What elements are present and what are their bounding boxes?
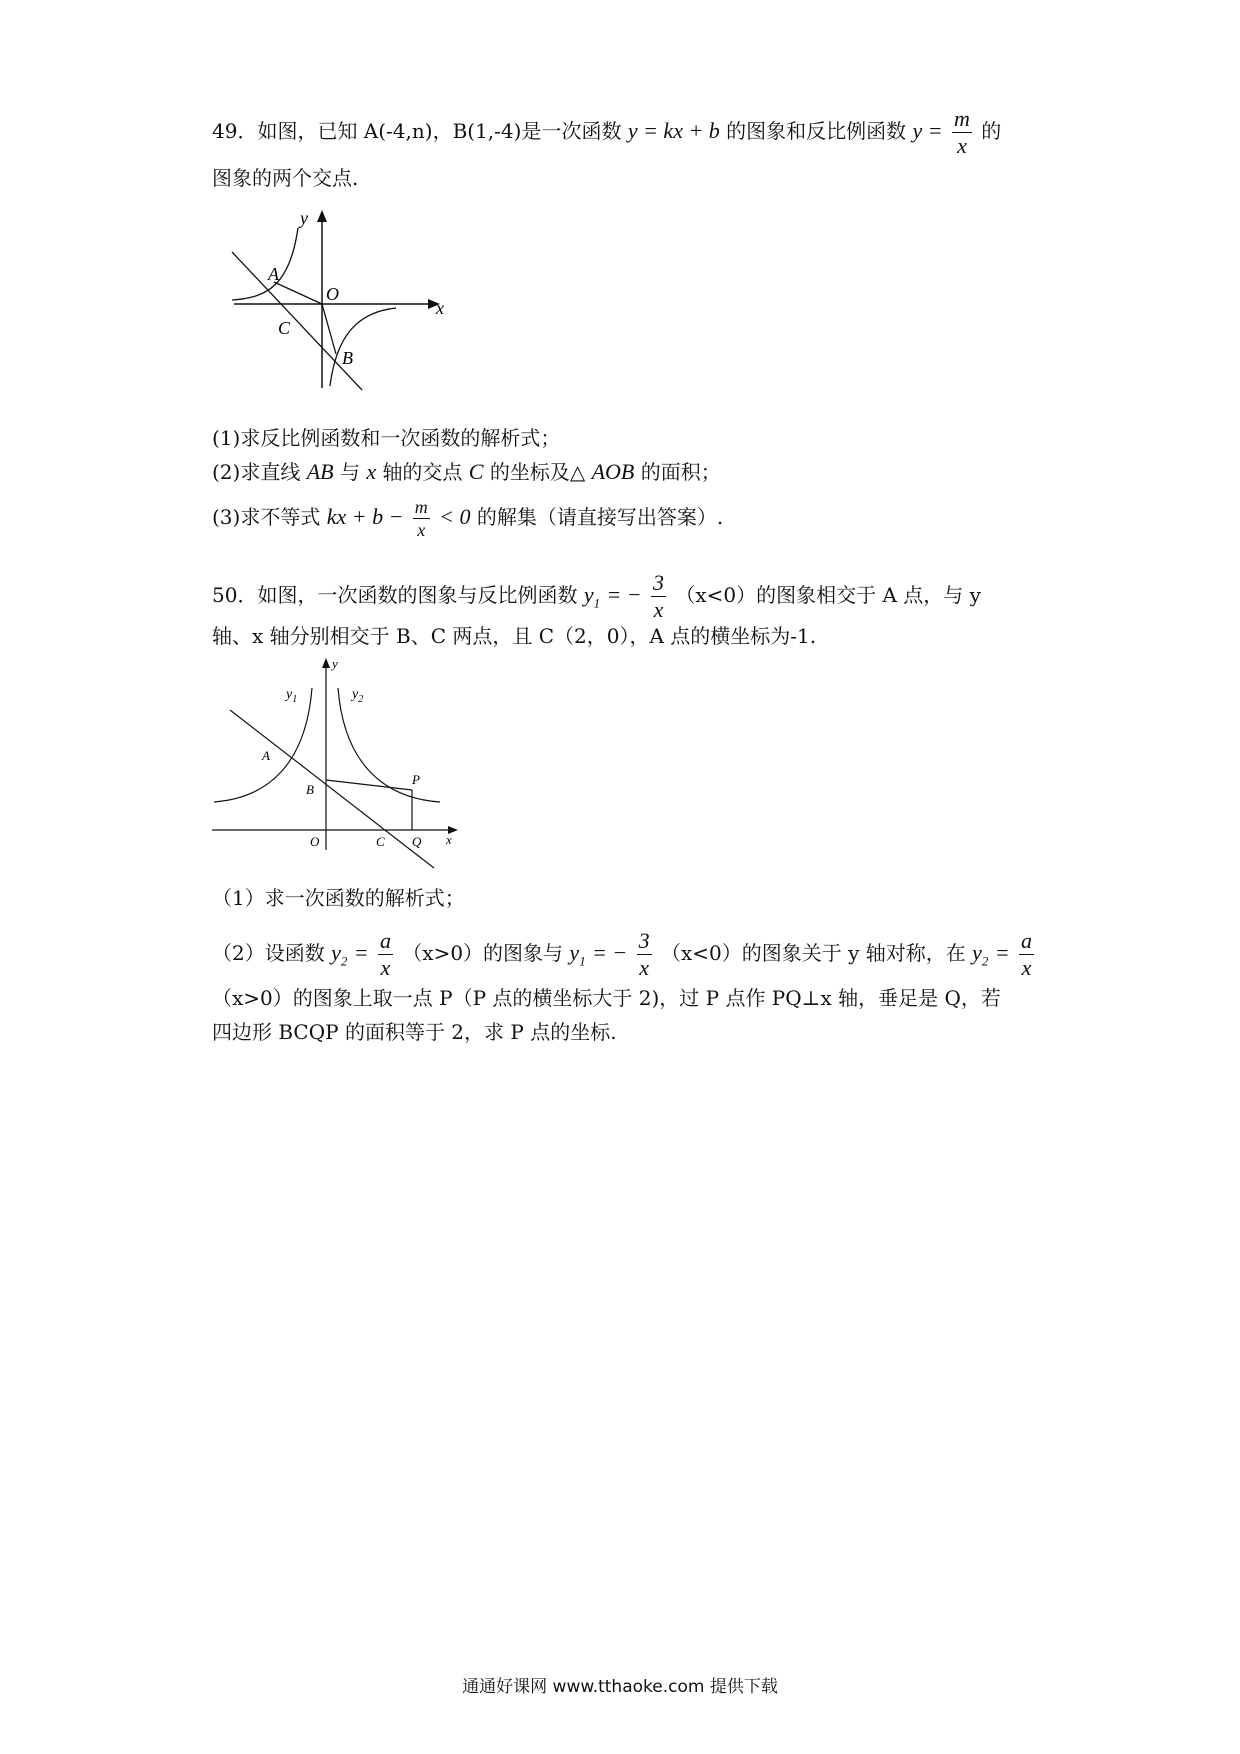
q50-figure [208,654,468,878]
q49-segment-ob [322,304,336,354]
q49-part2-aob: AOB [591,459,635,484]
q50-line2: 轴、x 轴分别相交于 B、C 两点，且 C（2，0），A 点的横坐标为-1. [212,624,817,648]
q50-part2-frac-3-num: 3 [638,928,650,953]
q49-graph [228,208,458,396]
q49-label-b: B [342,348,353,368]
q49-part2-x: x [366,459,377,484]
q49-part3-denominator: x [417,520,426,540]
q50-part4: 四边形 BCQP 的面积等于 2，求 P 点的坐标. [212,1020,617,1044]
q50-part2-y2 [331,940,348,969]
q49-text-mid: 的图象和反比例函数 [726,119,907,143]
q49-fraction-m-over-x [952,108,972,157]
q49-part3 [212,498,723,539]
q49-part2-ab: AB [306,459,334,484]
q49-text-suffix: 的 [981,119,1002,143]
q50-frac-numerator: 3 [653,570,664,595]
q50-label-b: B [306,782,314,797]
q49-part2-text-a: (2)求直线 [212,460,301,484]
q49-frac-denominator: x [957,133,967,158]
q50-text-a: 50．如图，一次函数的图象与反比例函数 [212,583,578,607]
q49-label-o: O [326,284,339,304]
q50-part2-text-c: （x<0）的图象关于 y 轴对称，在 [660,941,966,965]
q50-part2 [212,930,1037,979]
q50-label-y2 [350,687,363,705]
q49-hyperbola-left-branch [232,228,298,300]
q50-line1 [212,572,981,621]
q49-part2 [212,458,721,486]
q49-part2-c: C [468,459,484,484]
q50-label-o: O [310,834,320,849]
q50-part2-y1-sub: 1 [579,953,586,969]
q49-hyperbola-right-branch [330,308,396,386]
q50-part2-frac-a-again-den: x [1021,955,1032,980]
q50-eq-part: = − [606,582,642,607]
q50-part3: （x>0）的图象上取一点 P（P 点的横坐标大于 2)，过 P 点作 PQ⊥x 轴，垂足是 Q，若 [212,986,1001,1010]
q50-part2-y2-again-sub: 2 [981,953,989,969]
q50-label-c: C [376,834,385,849]
q50-label-y: y [332,656,338,671]
q50-part2-text-a: （2）设函数 [212,941,325,965]
q50-part2-frac-a-num: a [379,928,391,953]
q49-eq-inverse-lhs: y = [912,118,943,143]
q50-curve-y2 [338,688,440,802]
q50-label-x: x [446,832,452,847]
q49-label-c: C [278,318,291,338]
q50-part2-y2-again-letter: y [972,940,982,965]
q50-label-y1 [284,687,297,705]
q49-text-prefix: 49．如图，已知 A(-4,n)，B(1,-4)是一次函数 [212,119,622,143]
q49-y-axis-arrow [317,210,327,222]
q49-part2-text-c: 轴的交点 [382,460,463,484]
q49-part2-text-e: 的面积； [640,460,721,484]
q50-part2-text-b: （x>0）的图象与 [402,941,564,965]
q50-label-y1-sub: 1 [292,694,298,705]
q50-part2-y2-sub: 2 [340,953,348,969]
q50-part2-y2-again [972,940,989,969]
q49-part3-text-b: 的解集（请直接写出答案）. [476,505,724,529]
q49-line2: 图象的两个交点. [212,166,359,190]
q50-y-axis-arrow [322,658,330,668]
q49-segment-oa [274,282,322,304]
q49-part3-lt: < 0 [439,504,471,529]
q50-part1: （1）求一次函数的解析式； [212,886,465,910]
q49-part3-numerator: m [414,497,428,517]
q50-part2-y2-letter: y [331,940,341,965]
q50-segment-bp [326,780,412,790]
q49-part2-text-d: 的坐标及△ [489,460,586,484]
page-footer: 通通好课网 www.tthaoke.com 提供下载 [462,1677,778,1697]
q50-part2-frac-3-over-x [637,930,652,979]
q49-part2-text-b: 与 [339,460,360,484]
q50-part2-frac-a-over-x [378,930,393,979]
q49-part3-expr: kx + b − [326,504,404,529]
q50-part2-y1 [569,940,586,969]
q50-part2-eq: = [353,940,369,965]
q50-eq-y1 [583,582,601,611]
q50-part2-frac-3-den: x [639,955,649,980]
q49-line1 [212,108,1001,157]
q50-label-q: Q [412,834,422,849]
q50-part2-y1-letter: y [569,940,580,965]
q50-y1-subscript: 1 [593,595,601,611]
q49-frac-numerator: m [954,106,970,131]
q50-label-y2-sub: 2 [358,694,364,705]
q50-part2-frac-a-over-x-again [1019,930,1034,979]
q50-label-y2-letter: y [352,687,359,702]
q50-curve-y1 [214,688,312,802]
q50-label-y1-letter: y [286,687,293,702]
q50-part2-frac-a-again-num: a [1020,928,1032,953]
q50-part2-eq-neg: = − [592,940,628,965]
q49-figure [228,208,458,400]
q50-label-a: A [262,748,270,763]
q50-frac-denominator: x [653,597,664,622]
q50-fraction-3-over-x [651,572,666,621]
q50-text-b: （x<0）的图象相交于 A 点，与 y [675,583,981,607]
q49-part1: (1)求反比例函数和一次函数的解析式； [212,426,561,450]
q49-label-a: A [268,264,279,284]
q50-graph [208,654,468,874]
q49-line-ab [232,252,362,390]
q50-y1-letter: y [583,582,594,607]
q50-part2-frac-a-den: x [380,955,391,980]
q50-part2-eq-again: = [994,940,1010,965]
q49-eq-linear: y = kx + b [627,118,720,143]
q50-label-p: P [412,772,420,787]
q49-label-y: y [300,208,308,228]
q49-part3-text-a: (3)求不等式 [212,505,321,529]
q49-part3-fraction [413,498,430,539]
q49-label-x: x [436,298,444,318]
